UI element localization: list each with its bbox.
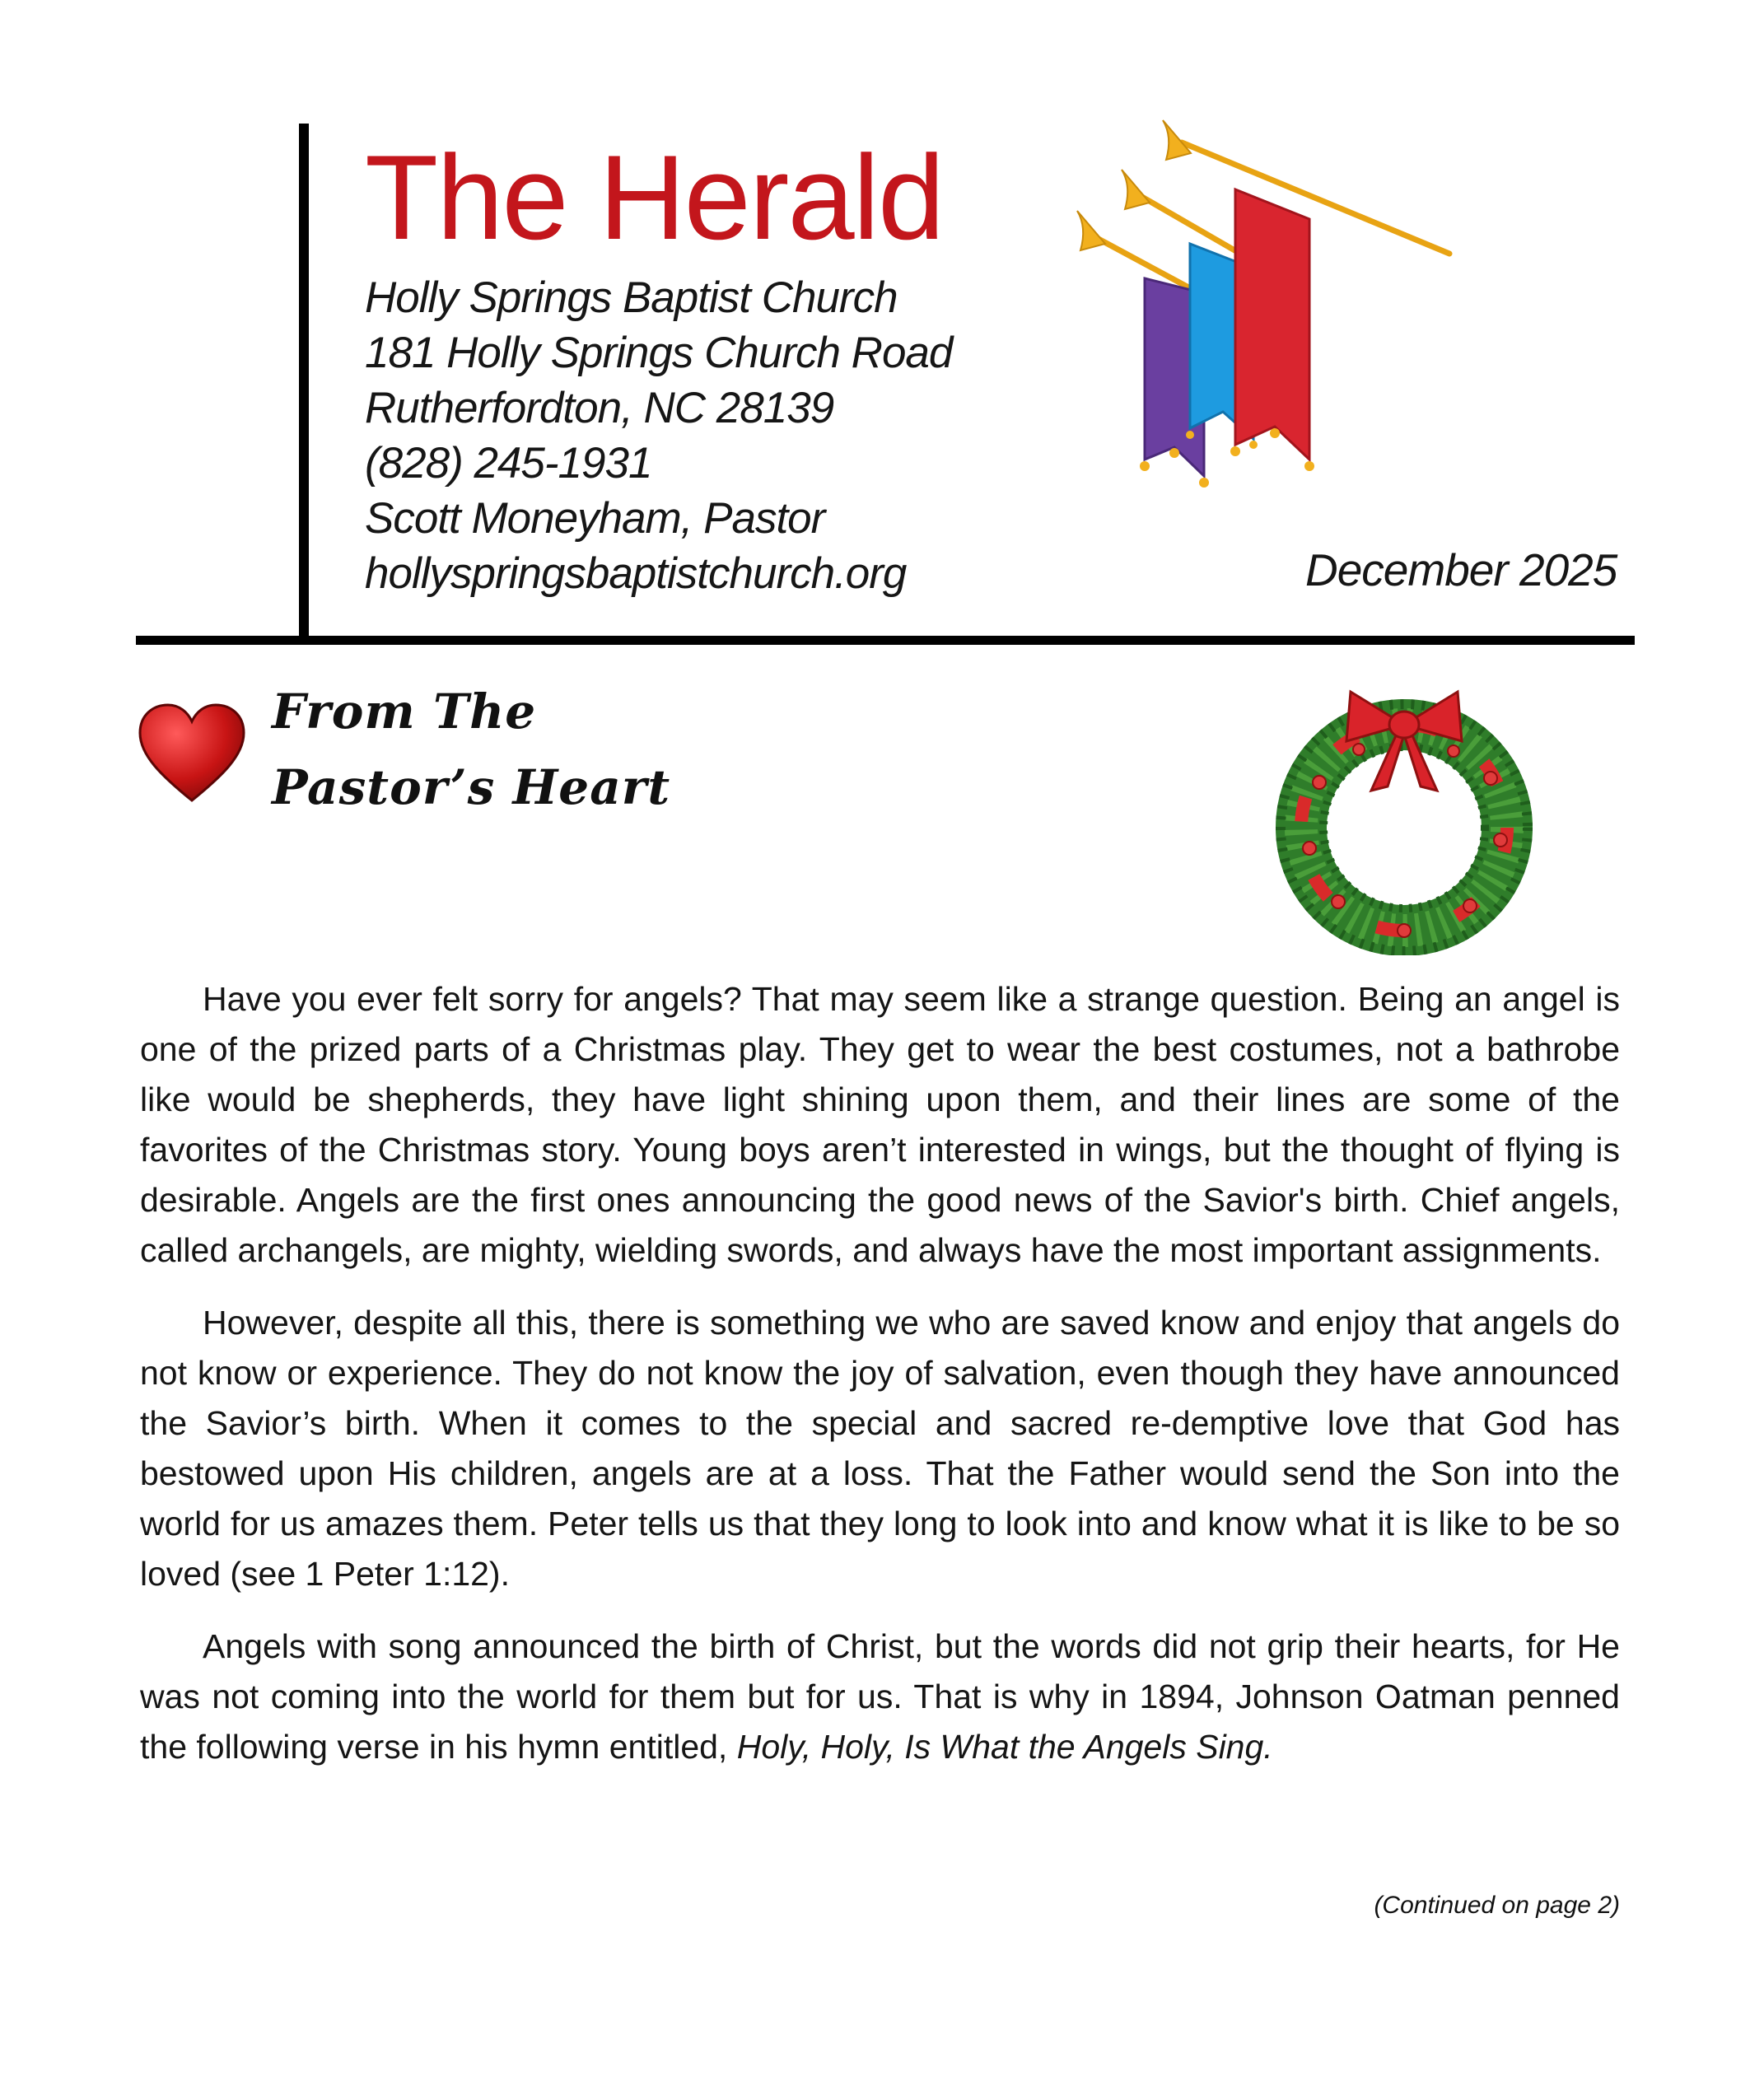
- article-paragraph-3: [140, 1622, 1620, 1772]
- continued-note: (Continued on page 2): [1374, 1892, 1620, 1919]
- section-heading: [272, 674, 670, 825]
- heading-line-1: From The: [272, 684, 537, 740]
- header-horizontal-rule: [136, 636, 1635, 645]
- article-paragraph-1: Have you ever felt sorry for angels? That may seem like a strange question. Being an angel is one of the prized parts of a Christmas play. They get to wear the best costumes, not a bathrobe like would be shepherds, they have light shining upon them, and their lines are some of the favorites of the Christmas story. Young boys aren’t interested in wings, but the thought of flying is desirable. Angels are the first ones announcing the good news of the Savior's birth. Chief angels, called archangels, are mighty, wielding swords, and always have the most important assignments.: [140, 980, 1620, 1269]
- church-name: Holly Springs Baptist Church: [365, 273, 898, 322]
- church-website: hollyspringsbaptistchurch.org: [365, 549, 907, 598]
- newsletter-title: The Herald: [365, 130, 944, 264]
- church-address: 181 Holly Springs Church Road: [365, 329, 953, 377]
- church-pastor: Scott Moneyham, Pastor: [365, 494, 825, 543]
- issue-date: December 2025: [1305, 544, 1617, 595]
- header-vertical-rule: [299, 124, 309, 641]
- hymn-title: Holy, Holy, Is What the Angels Sing.: [736, 1728, 1273, 1766]
- church-info: [365, 270, 952, 601]
- article-body: [140, 974, 1620, 1794]
- church-city: Rutherfordton, NC 28139: [365, 384, 834, 432]
- heart-icon: [137, 702, 248, 805]
- christmas-wreath-icon: [1260, 675, 1548, 955]
- article-paragraph-2: However, despite all this, there is something we who are saved know and enjoy that angels do not know or experience. They do not know the joy of salvation, even though they have announced the Savior’s birth. When it comes to the special and sacred re-demptive love that God has bestowed upon His children, angels are at a loss. That the Father would send the Son into the world for us amazes them. Peter tells us that they long to look into and know what it is like to be so loved (see 1 Peter 1:12).: [140, 1304, 1620, 1593]
- heading-line-2: Pastor’s Heart: [272, 759, 671, 815]
- article-paragraph-3-text: Angels with song announced the birth of Christ, but the words did not grip their hearts, for He was not coming into the world for them but for us. That is why in 1894, Johnson Oatman penned the following verse in his hymn entitled,: [140, 1627, 1620, 1766]
- church-phone: (828) 245-1931: [365, 439, 652, 488]
- trumpets-banners-icon: [1062, 114, 1458, 509]
